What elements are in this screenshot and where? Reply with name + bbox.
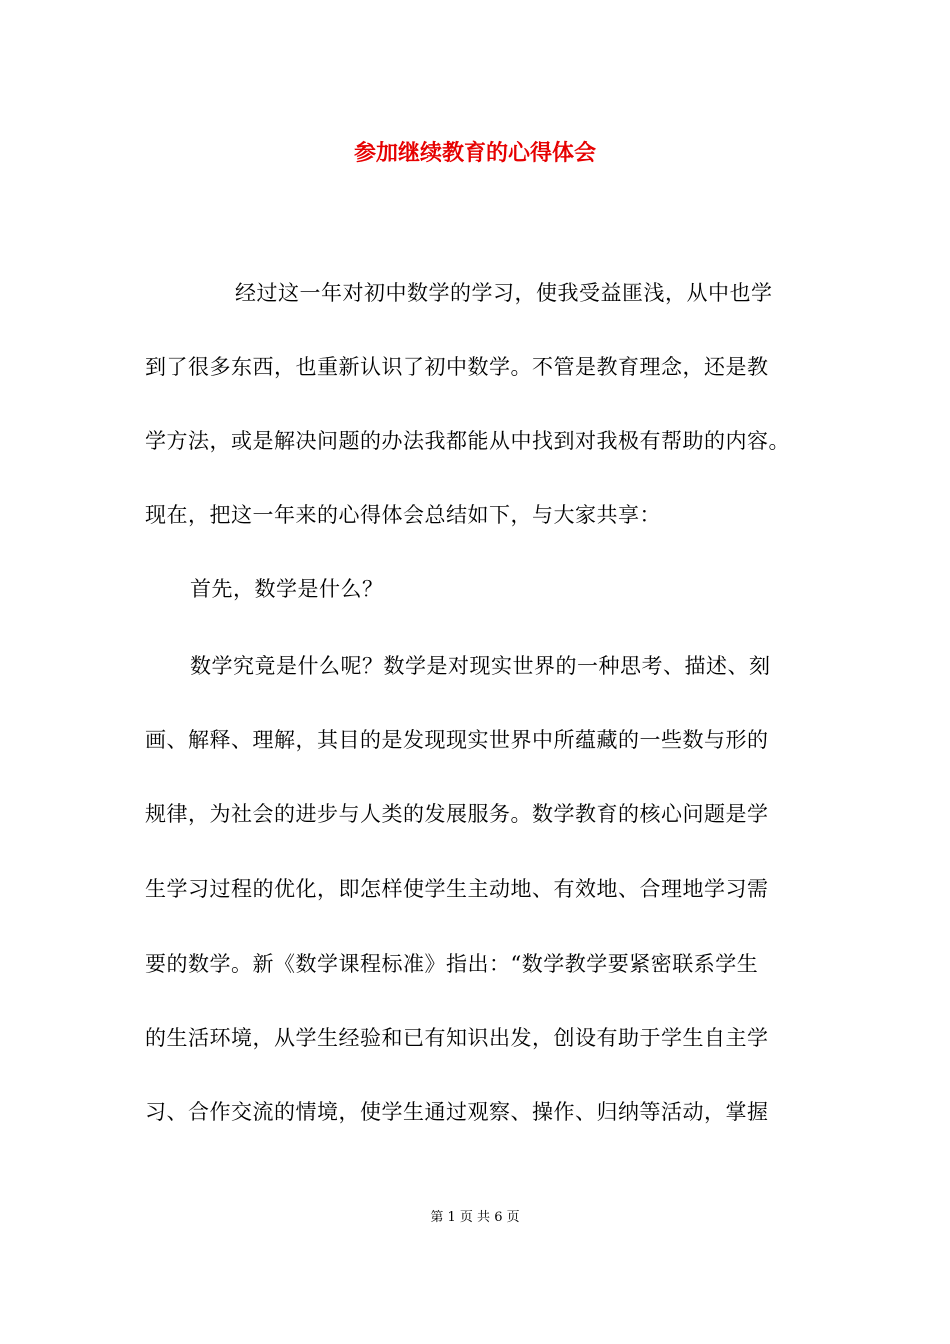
paragraph-line: 要的数学。新《数学课程标准》指出：“数学教学要紧密联系学生 [145, 952, 759, 976]
paragraph-line: 学方法，或是解决问题的办法我都能从中找到对我极有帮助的内容。 [145, 429, 790, 453]
paragraph-line: 数学究竟是什么呢？数学是对现实世界的一种思考、描述、刻 [190, 654, 771, 678]
paragraph-line: 规律，为社会的进步与人类的发展服务。数学教育的核心问题是学 [145, 802, 769, 826]
paragraph-line: 的生活环境，从学生经验和已有知识出发，创设有助于学生自主学 [145, 1026, 769, 1050]
paragraph-line: 到了很多东西，也重新认识了初中数学。不管是教育理念，还是教 [145, 355, 769, 379]
paragraph-line: 习、合作交流的情境，使学生通过观察、操作、归纳等活动，掌握 [145, 1100, 769, 1124]
paragraph-line: 生学习过程的优化，即怎样使学生主动地、有效地、合理地学习需 [145, 877, 769, 901]
paragraph-line: 画、解释、理解，其目的是发现现实世界中所蕴藏的一些数与形的 [145, 728, 769, 752]
page-title: 参加继续教育的心得体会 [353, 141, 596, 166]
paragraph-line: 经过这一年对初中数学的学习，使我受益匪浅，从中也学 [235, 281, 773, 305]
page-number-footer: 第 1 页 共 6 页 [430, 1210, 520, 1225]
paragraph-line: 现在，把这一年来的心得体会总结如下，与大家共享： [145, 503, 661, 527]
paragraph-line: 首先，数学是什么？ [190, 577, 384, 601]
